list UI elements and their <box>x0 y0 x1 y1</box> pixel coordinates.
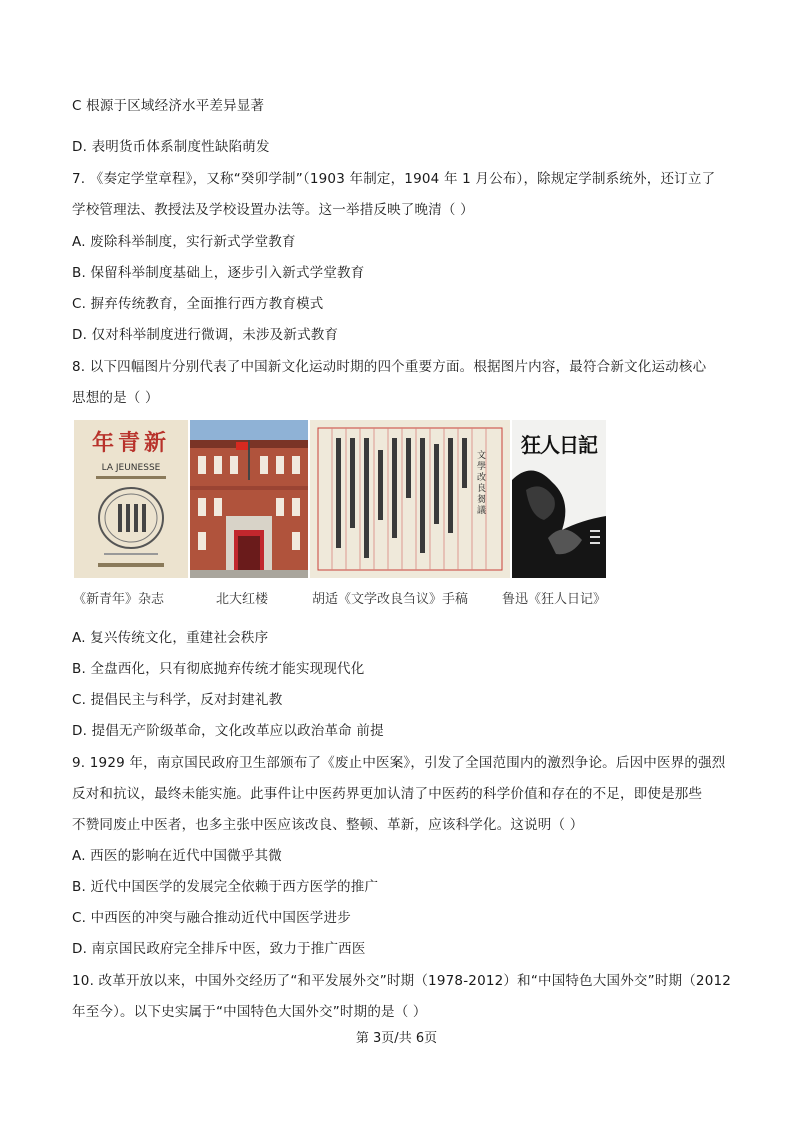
q10-stem-line1: 10. 改革开放以来，中国外交经历了“和平发展外交”时期（1978-2012）和“中国特色大国外交”时期（2012 <box>72 973 732 989</box>
red-building-image <box>190 420 308 578</box>
q7-stem-line2: 学校管理法、教授法及学校设置办法等。这一举措反映了晚清（ ） <box>72 202 474 218</box>
magazine-cover-title: 年青新 <box>91 431 171 456</box>
magazine-cover-subtitle: LA JEUNESSE <box>101 463 161 473</box>
building-caption: 北大红楼 <box>216 592 269 607</box>
q8-option-d: D. 提倡无产阶级革命，文化改革应以政治革命 前提 <box>72 723 384 739</box>
q9-stem-line1: 9. 1929 年，南京国民政府卫生部颁布了《废止中医案》，引发了全国范围内的激烈争论。后因中医界的强烈 <box>72 755 726 771</box>
manuscript-image <box>310 420 510 578</box>
madman-diary-cover-image <box>512 420 606 578</box>
q9-stem-line2: 反对和抗议，最终未能实施。此事件让中医药界更加认清了中医药的科学价值和存在的不足，即使是那些 <box>72 786 703 802</box>
manuscript-title: 文學改良芻議 <box>475 450 485 516</box>
magazine-cover-image <box>74 420 188 578</box>
q7-option-a: A. 废除科举制度，实行新式学堂教育 <box>72 234 296 250</box>
q8-option-c: C. 提倡民主与科学，反对封建礼教 <box>72 692 283 708</box>
q8-stem-line2: 思想的是（ ） <box>72 390 159 406</box>
page-number: 第 3页/共 6页 <box>355 1031 438 1046</box>
book-caption: 鲁迅《狂人日记》 <box>502 592 607 607</box>
q6-option-d: D. 表明货币体系制度性缺陷萌发 <box>72 139 270 155</box>
q8-option-a: A. 复兴传统文化，重建社会秩序 <box>72 630 269 646</box>
q10-stem-line2: 年至今）。以下史实属于“中国特色大国外交”时期的是（ ） <box>72 1004 427 1020</box>
q8-stem-line1: 8. 以下四幅图片分别代表了中国新文化运动时期的四个重要方面。根据图片内容，最符合新文化运动核心 <box>72 359 707 375</box>
q7-stem-line1: 7. 《奏定学堂章程》，又称“癸卯学制”（1903 年制定，1904 年 1 月公布），除规定学制系统外，还订立了 <box>72 171 716 187</box>
q9-option-a: A. 西医的影响在近代中国微乎其微 <box>72 848 282 864</box>
q9-option-c: C. 中西医的冲突与融合推动近代中国医学进步 <box>72 910 351 926</box>
magazine-caption: 《新青年》杂志 <box>73 592 165 607</box>
q7-option-d: D. 仅对科举制度进行微调，未涉及新式教育 <box>72 327 339 343</box>
q8-option-b: B. 全盘西化，只有彻底抛弃传统才能实现现代化 <box>72 661 365 677</box>
q9-option-d: D. 南京国民政府完全排斥中医，致力于推广西医 <box>72 941 366 957</box>
q9-option-b: B. 近代中国医学的发展完全依赖于西方医学的推广 <box>72 879 379 895</box>
manuscript-caption: 胡适《文学改良刍议》手稿 <box>312 592 469 607</box>
q9-stem-line3: 不赞同废止中医者，也多主张中医应该改良、整顿、革新，应该科学化。这说明（ ） <box>72 817 584 833</box>
q7-option-b: B. 保留科举制度基础上，逐步引入新式学堂教育 <box>72 265 365 281</box>
q7-option-c: C. 摒弃传统教育，全面推行西方教育模式 <box>72 296 324 312</box>
madman-diary-cover-title: 狂人日記 <box>521 433 597 457</box>
q6-option-c: C 根源于区域经济水平差异显著 <box>72 98 265 114</box>
